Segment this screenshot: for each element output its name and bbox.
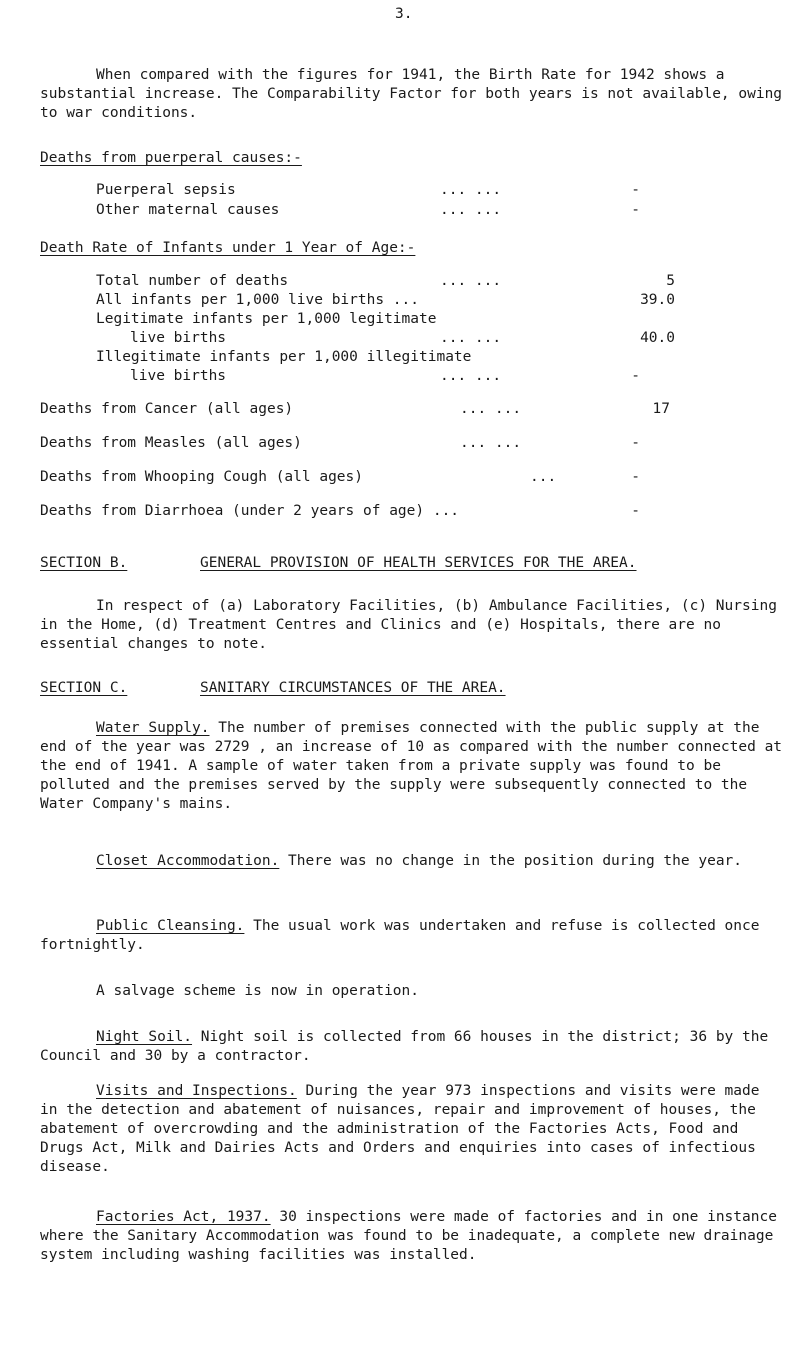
other-maternal-dots: ... ... — [440, 202, 502, 218]
other-maternal-value: - — [631, 202, 640, 218]
section-b-title: GENERAL PROVISION OF HEALTH SERVICES FOR THE AREA. — [200, 555, 637, 571]
night-soil-heading: Night Soil. — [96, 1029, 193, 1045]
diarrhoea-label: Deaths from Diarrhoea (under 2 years of age) ... — [40, 503, 460, 519]
public-cleansing-text: The usual work was undertaken and refuse is collected once fortnightly. — [40, 918, 760, 953]
other-maternal-label: Other maternal causes — [96, 202, 280, 218]
infant-legit-dots: ... ... — [440, 330, 502, 346]
infant-heading: Death Rate of Infants under 1 Year of Age:- — [40, 240, 416, 256]
water-supply-paragraph — [40, 719, 785, 814]
infant-illegit-label-a: Illegitimate infants per 1,000 illegitimate — [96, 349, 472, 365]
night-soil-paragraph — [40, 1028, 785, 1066]
water-supply-text: The number of premises connected with the public supply at the end of the year was 2729 , an increase of 10 as compared with the number connected at the end of 1941. A sample of water taken from a private supply was found to be polluted and the premises served by the supply were subsequently connected to the Water Company's mains. — [40, 720, 783, 812]
infant-total-label: Total number of deaths — [96, 273, 289, 289]
puerperal-sepsis-dots: ... ... — [440, 182, 502, 198]
whooping-dots: ... — [530, 469, 557, 485]
infant-legit-label-b: live births — [130, 330, 227, 346]
infant-legit-label-a: Legitimate infants per 1,000 legitimate — [96, 311, 437, 327]
infant-all-value: 39.0 — [640, 292, 675, 308]
whooping-label: Deaths from Whooping Cough (all ages) — [40, 469, 364, 485]
page-number: 3. — [395, 6, 413, 22]
factories-paragraph — [40, 1208, 785, 1265]
section-b-text: In respect of (a) Laboratory Facilities, (b) Ambulance Facilities, (c) Nursing in the Home, (d) Treatment Centres and Clinics and (e) Hospitals, there are no essential changes to note. — [40, 598, 777, 652]
whooping-value: - — [631, 469, 640, 485]
factories-heading: Factories Act, 1937. — [96, 1209, 271, 1225]
closet-heading: Closet Accommodation. — [96, 853, 280, 869]
night-soil-text: Night soil is collected from 66 houses in the district; 36 by the Council and 30 by a contractor. — [40, 1029, 769, 1064]
infant-total-value: 5 — [666, 273, 675, 289]
infant-illegit-label-b: live births — [130, 368, 227, 384]
visits-text: During the year 973 inspections and visits were made in the detection and abatement of nuisances, repair and improvement of houses, the abatement of overcrowding and the administration of the Factories Acts, Food and Drugs Act, Milk and Dairies Acts and Orders and enquiries into cases of infectious disease. — [40, 1083, 760, 1175]
measles-dots: ... ... — [460, 435, 522, 451]
factories-text: 30 inspections were made of factories and in one instance where the Sanitary Accommodation was found to be inadequate, a complete new drainage system including washing facilities was installed. — [40, 1209, 777, 1263]
measles-label: Deaths from Measles (all ages) — [40, 435, 302, 451]
infant-total-dots: ... ... — [440, 273, 502, 289]
cancer-label: Deaths from Cancer (all ages) — [40, 401, 294, 417]
intro-paragraph — [40, 66, 785, 123]
salvage-text: A salvage scheme is now in operation. — [96, 983, 420, 999]
cancer-dots: ... ... — [460, 401, 522, 417]
closet-paragraph — [40, 852, 785, 871]
salvage-paragraph — [40, 982, 785, 1001]
visits-heading: Visits and Inspections. — [96, 1083, 297, 1099]
measles-value: - — [631, 435, 640, 451]
closet-text: There was no change in the position during the year. — [279, 853, 743, 869]
puerperal-sepsis-value: - — [631, 182, 640, 198]
section-b-paragraph — [40, 597, 785, 654]
water-supply-heading: Water Supply. — [96, 720, 210, 736]
visits-paragraph — [40, 1082, 785, 1177]
section-c-title: SANITARY CIRCUMSTANCES OF THE AREA. — [200, 680, 506, 696]
public-cleansing-paragraph — [40, 917, 785, 955]
intro-text: When compared with the figures for 1941, the Birth Rate for 1942 shows a substantial increase. The Comparability Factor for both years is not available, owing to war conditions. — [40, 67, 783, 121]
infant-illegit-value: - — [631, 368, 640, 384]
infant-all-label: All infants per 1,000 live births ... — [96, 292, 420, 308]
section-c-label: SECTION C. — [40, 680, 128, 696]
cancer-value: 17 — [652, 401, 670, 417]
diarrhoea-value: - — [631, 503, 640, 519]
section-b-label: SECTION B. — [40, 555, 128, 571]
infant-legit-value: 40.0 — [640, 330, 675, 346]
puerperal-heading: Deaths from puerperal causes:- — [40, 150, 302, 166]
puerperal-sepsis-label: Puerperal sepsis — [96, 182, 236, 198]
infant-illegit-dots: ... ... — [440, 368, 502, 384]
public-cleansing-heading: Public Cleansing. — [96, 918, 245, 934]
